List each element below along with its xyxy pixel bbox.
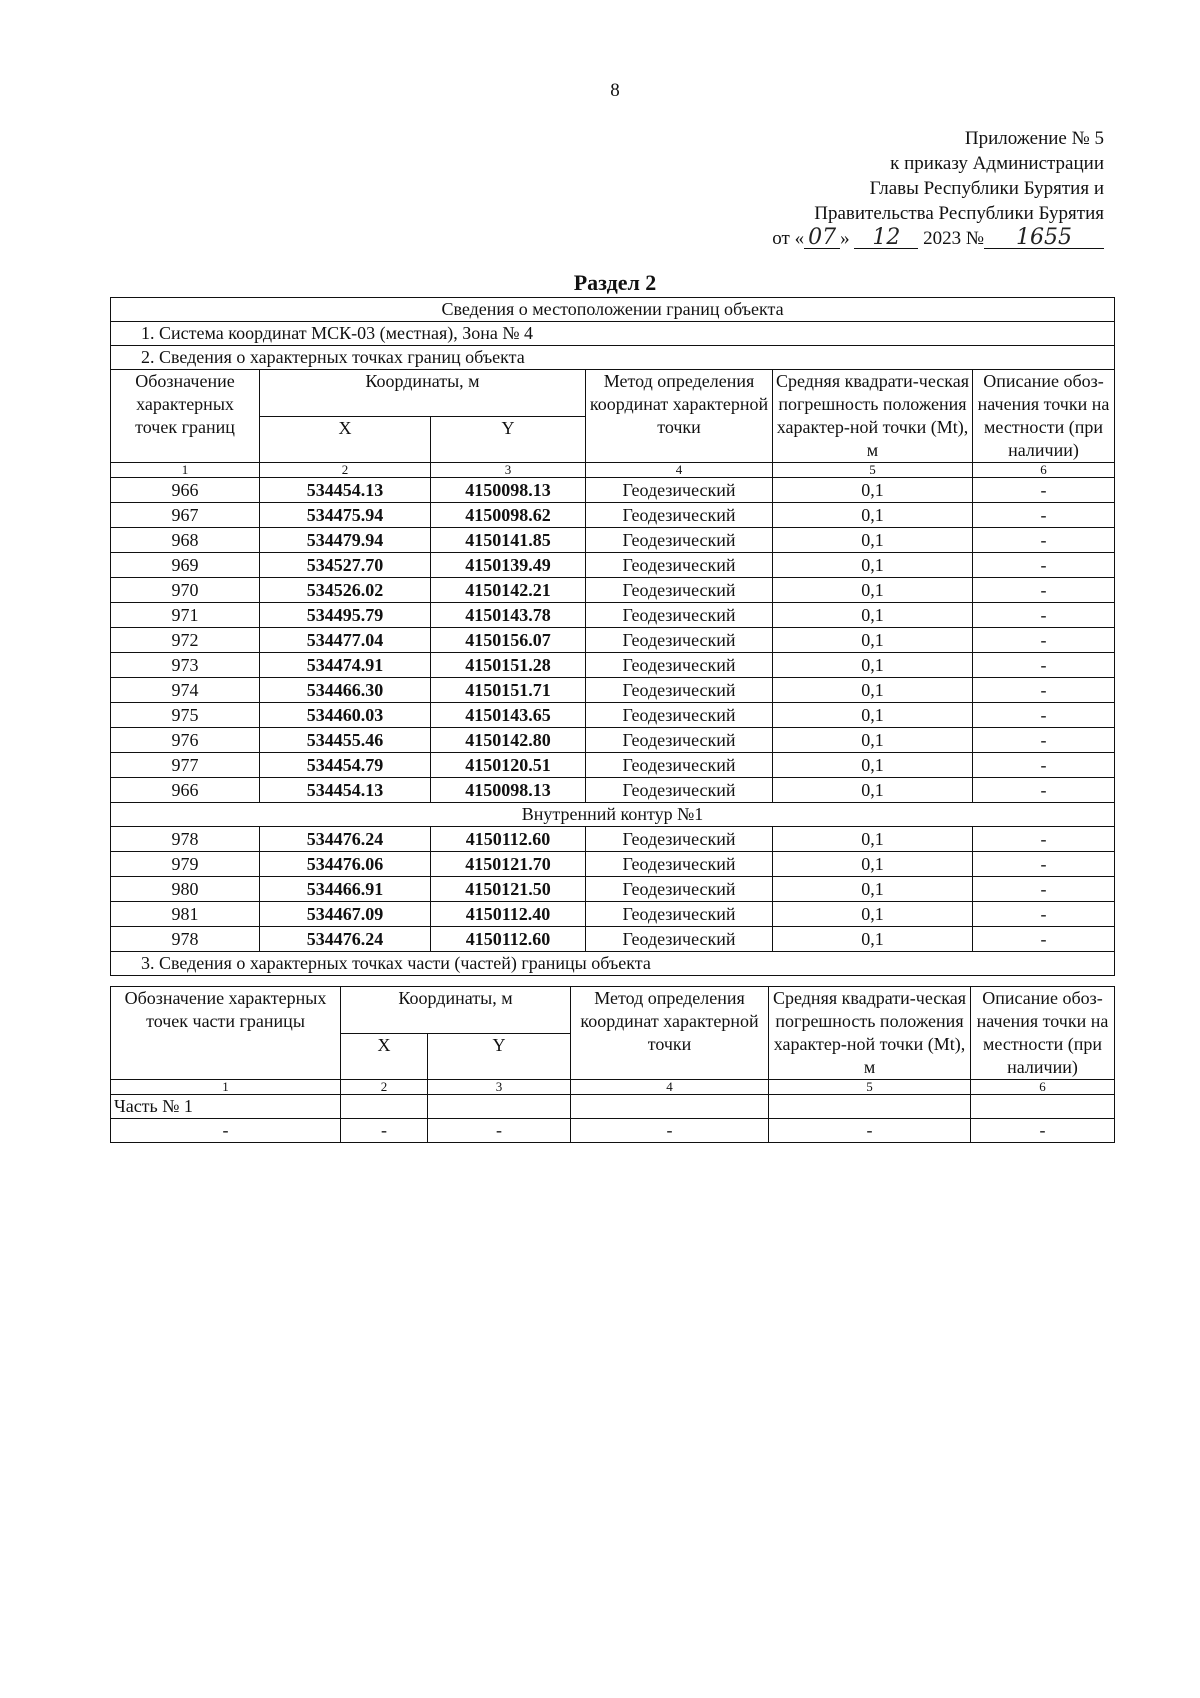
y-coordinate-cell: 4150142.80: [431, 728, 586, 753]
parts-col-header-description: Описание обоз-начения точки на местности (при наличии): [971, 987, 1115, 1080]
table-title: Сведения о местоположении границ объекта: [111, 298, 1115, 322]
x-coordinate-cell: 534479.94: [260, 528, 431, 553]
table-row: [111, 703, 1115, 728]
table-row: [111, 753, 1115, 778]
order-month-handwritten: 12: [854, 228, 918, 249]
point-cell: 966: [111, 478, 260, 503]
point-cell: 974: [111, 678, 260, 703]
table-row: [111, 778, 1115, 803]
table-row: [111, 528, 1115, 553]
point-cell: 967: [111, 503, 260, 528]
y-coordinate-cell: 4150098.62: [431, 503, 586, 528]
col-header-method: Метод определения координат характерной точки: [586, 370, 773, 463]
description-cell: -: [973, 578, 1115, 603]
error-cell: 0,1: [773, 628, 973, 653]
method-cell: Геодезический: [586, 927, 773, 952]
col-number: 4: [586, 463, 773, 478]
y-coordinate-cell: 4150151.71: [431, 678, 586, 703]
point-cell: 970: [111, 578, 260, 603]
col-header-error: Средняя квадрати-ческая погрешность положения характер-ной точки (Mt), м: [773, 370, 973, 463]
error-cell: 0,1: [773, 827, 973, 852]
col-number: 2: [260, 463, 431, 478]
error-cell: 0,1: [773, 703, 973, 728]
parts-col-number: 4: [571, 1080, 769, 1095]
table-row: [111, 653, 1115, 678]
y-coordinate-cell: 4150143.78: [431, 603, 586, 628]
appendix-line-1: Приложение № 5: [964, 128, 1104, 149]
x-coordinate-cell: 534467.09: [260, 902, 431, 927]
x-coordinate-cell: 534476.06: [260, 852, 431, 877]
description-cell: -: [973, 628, 1115, 653]
section-title: Раздел 2: [573, 270, 657, 295]
error-cell: 0,1: [773, 578, 973, 603]
order-prefix: от «: [772, 228, 805, 249]
parts-col-header-method: Метод определения координат характерной точки: [571, 987, 769, 1080]
parts-col-header-point: Обозначение характерных точек части границы: [111, 987, 341, 1080]
part-description-cell: -: [971, 1119, 1115, 1143]
error-cell: 0,1: [773, 678, 973, 703]
x-coordinate-cell: 534455.46: [260, 728, 431, 753]
y-coordinate-cell: 4150120.51: [431, 753, 586, 778]
table-row: [111, 927, 1115, 952]
appendix-line-2: к приказу Администрации: [890, 153, 1104, 174]
error-cell: 0,1: [773, 753, 973, 778]
y-coordinate-cell: 4150112.60: [431, 827, 586, 852]
error-cell: 0,1: [773, 778, 973, 803]
parts-col-number: 3: [428, 1080, 571, 1095]
description-cell: -: [973, 703, 1115, 728]
description-cell: -: [973, 503, 1115, 528]
description-cell: -: [973, 753, 1115, 778]
y-coordinate-cell: 4150139.49: [431, 553, 586, 578]
description-cell: -: [973, 478, 1115, 503]
object-boundaries-table: [110, 297, 1115, 976]
description-cell: -: [973, 553, 1115, 578]
error-cell: 0,1: [773, 877, 973, 902]
x-coordinate-cell: 534476.24: [260, 927, 431, 952]
part-boundaries-table: [110, 986, 1115, 1143]
description-cell: -: [973, 528, 1115, 553]
table-row: [111, 628, 1115, 653]
description-cell: -: [973, 827, 1115, 852]
error-cell: 0,1: [773, 852, 973, 877]
method-cell: Геодезический: [586, 827, 773, 852]
appendix-line-4: Правительства Республики Бурятия: [814, 203, 1104, 224]
method-cell: Геодезический: [586, 653, 773, 678]
table-row: [111, 603, 1115, 628]
parts-col-header-x: X: [341, 1033, 428, 1080]
part-method-cell: -: [571, 1119, 769, 1143]
order-mid: »: [840, 228, 850, 249]
points-heading-row: 2. Сведения о характерных точках границ объекта: [111, 346, 1115, 370]
parts-col-header-error: Средняя квадрати-ческая погрешность положения характер-ной точки (Mt), м: [769, 987, 971, 1080]
table-row: [111, 877, 1115, 902]
method-cell: Геодезический: [586, 902, 773, 927]
y-coordinate-cell: 4150142.21: [431, 578, 586, 603]
description-cell: -: [973, 852, 1115, 877]
page-number: 8: [610, 80, 620, 101]
x-coordinate-cell: 534477.04: [260, 628, 431, 653]
order-number-handwritten: 1655: [984, 228, 1104, 249]
x-coordinate-cell: 534460.03: [260, 703, 431, 728]
point-cell: 976: [111, 728, 260, 753]
point-cell: 978: [111, 927, 260, 952]
error-cell: 0,1: [773, 603, 973, 628]
parts-col-number: 2: [341, 1080, 428, 1095]
table-row: [111, 827, 1115, 852]
x-coordinate-cell: 534466.91: [260, 877, 431, 902]
table-row: [111, 902, 1115, 927]
method-cell: Геодезический: [586, 503, 773, 528]
parts-col-number: 6: [971, 1080, 1115, 1095]
error-cell: 0,1: [773, 653, 973, 678]
point-cell: 969: [111, 553, 260, 578]
empty-cell: [428, 1095, 571, 1119]
table-row: [111, 852, 1115, 877]
order-year-number-label: 2023 №: [923, 228, 984, 249]
method-cell: Геодезический: [586, 778, 773, 803]
method-cell: Геодезический: [586, 603, 773, 628]
method-cell: Геодезический: [586, 528, 773, 553]
method-cell: Геодезический: [586, 628, 773, 653]
x-coordinate-cell: 534454.13: [260, 478, 431, 503]
error-cell: 0,1: [773, 728, 973, 753]
method-cell: Геодезический: [586, 877, 773, 902]
description-cell: -: [973, 778, 1115, 803]
y-coordinate-cell: 4150112.60: [431, 927, 586, 952]
x-coordinate-cell: 534454.13: [260, 778, 431, 803]
empty-cell: [571, 1095, 769, 1119]
error-cell: 0,1: [773, 528, 973, 553]
coordinate-system-row: 1. Система координат МСК-03 (местная), Зона № 4: [111, 322, 1115, 346]
method-cell: Геодезический: [586, 578, 773, 603]
parts-col-number: 5: [769, 1080, 971, 1095]
description-cell: -: [973, 678, 1115, 703]
part-label: Часть № 1: [111, 1095, 341, 1119]
point-cell: 975: [111, 703, 260, 728]
point-cell: 966: [111, 778, 260, 803]
point-cell: 981: [111, 902, 260, 927]
y-coordinate-cell: 4150156.07: [431, 628, 586, 653]
inner-contour-label: Внутренний контур №1: [111, 803, 1115, 827]
x-coordinate-cell: 534526.02: [260, 578, 431, 603]
y-coordinate-cell: 4150141.85: [431, 528, 586, 553]
x-coordinate-cell: 534454.79: [260, 753, 431, 778]
col-number: 3: [431, 463, 586, 478]
x-coordinate-cell: 534476.24: [260, 827, 431, 852]
error-cell: 0,1: [773, 902, 973, 927]
y-coordinate-cell: 4150112.40: [431, 902, 586, 927]
y-coordinate-cell: 4150121.70: [431, 852, 586, 877]
point-cell: 968: [111, 528, 260, 553]
x-coordinate-cell: 534474.91: [260, 653, 431, 678]
x-coordinate-cell: 534527.70: [260, 553, 431, 578]
x-coordinate-cell: 534475.94: [260, 503, 431, 528]
method-cell: Геодезический: [586, 553, 773, 578]
part-error-cell: -: [769, 1119, 971, 1143]
table-row: [111, 478, 1115, 503]
y-coordinate-cell: 4150098.13: [431, 778, 586, 803]
point-cell: 971: [111, 603, 260, 628]
part-y-cell: -: [428, 1119, 571, 1143]
description-cell: -: [973, 877, 1115, 902]
col-number: 6: [973, 463, 1115, 478]
parts-col-header-coords: Координаты, м: [341, 987, 571, 1034]
parts-heading-row: 3. Сведения о характерных точках части (частей) границы объекта: [111, 952, 1115, 976]
col-header-y: Y: [431, 416, 586, 463]
description-cell: -: [973, 902, 1115, 927]
table-row: [111, 678, 1115, 703]
method-cell: Геодезический: [586, 478, 773, 503]
description-cell: -: [973, 927, 1115, 952]
col-number: 1: [111, 463, 260, 478]
col-number: 5: [773, 463, 973, 478]
part-point-cell: -: [111, 1119, 341, 1143]
error-cell: 0,1: [773, 478, 973, 503]
point-cell: 973: [111, 653, 260, 678]
y-coordinate-cell: 4150121.50: [431, 877, 586, 902]
method-cell: Геодезический: [586, 753, 773, 778]
point-cell: 977: [111, 753, 260, 778]
table-row: [111, 503, 1115, 528]
point-cell: 978: [111, 827, 260, 852]
y-coordinate-cell: 4150098.13: [431, 478, 586, 503]
description-cell: -: [973, 728, 1115, 753]
point-cell: 972: [111, 628, 260, 653]
table-row: [111, 553, 1115, 578]
y-coordinate-cell: 4150151.28: [431, 653, 586, 678]
col-header-coords: Координаты, м: [260, 370, 586, 417]
method-cell: Геодезический: [586, 852, 773, 877]
error-cell: 0,1: [773, 553, 973, 578]
appendix-header: [772, 126, 1104, 251]
empty-cell: [341, 1095, 428, 1119]
part-x-cell: -: [341, 1119, 428, 1143]
method-cell: Геодезический: [586, 703, 773, 728]
method-cell: Геодезический: [586, 728, 773, 753]
point-cell: 980: [111, 877, 260, 902]
empty-cell: [769, 1095, 971, 1119]
col-header-x: X: [260, 416, 431, 463]
empty-cell: [971, 1095, 1115, 1119]
y-coordinate-cell: 4150143.65: [431, 703, 586, 728]
table-row: [111, 578, 1115, 603]
x-coordinate-cell: 534466.30: [260, 678, 431, 703]
order-day-handwritten: 07: [804, 228, 840, 249]
method-cell: Геодезический: [586, 678, 773, 703]
parts-col-header-y: Y: [428, 1033, 571, 1080]
x-coordinate-cell: 534495.79: [260, 603, 431, 628]
description-cell: -: [973, 653, 1115, 678]
parts-col-number: 1: [111, 1080, 341, 1095]
col-header-description: Описание обоз-начения точки на местности (при наличии): [973, 370, 1115, 463]
table-row: [111, 728, 1115, 753]
point-cell: 979: [111, 852, 260, 877]
order-date-line: [772, 226, 1104, 251]
col-header-point: Обозначение характерных точек границ: [111, 370, 260, 463]
appendix-line-3: Главы Республики Бурятия и: [869, 178, 1104, 199]
error-cell: 0,1: [773, 927, 973, 952]
error-cell: 0,1: [773, 503, 973, 528]
description-cell: -: [973, 603, 1115, 628]
